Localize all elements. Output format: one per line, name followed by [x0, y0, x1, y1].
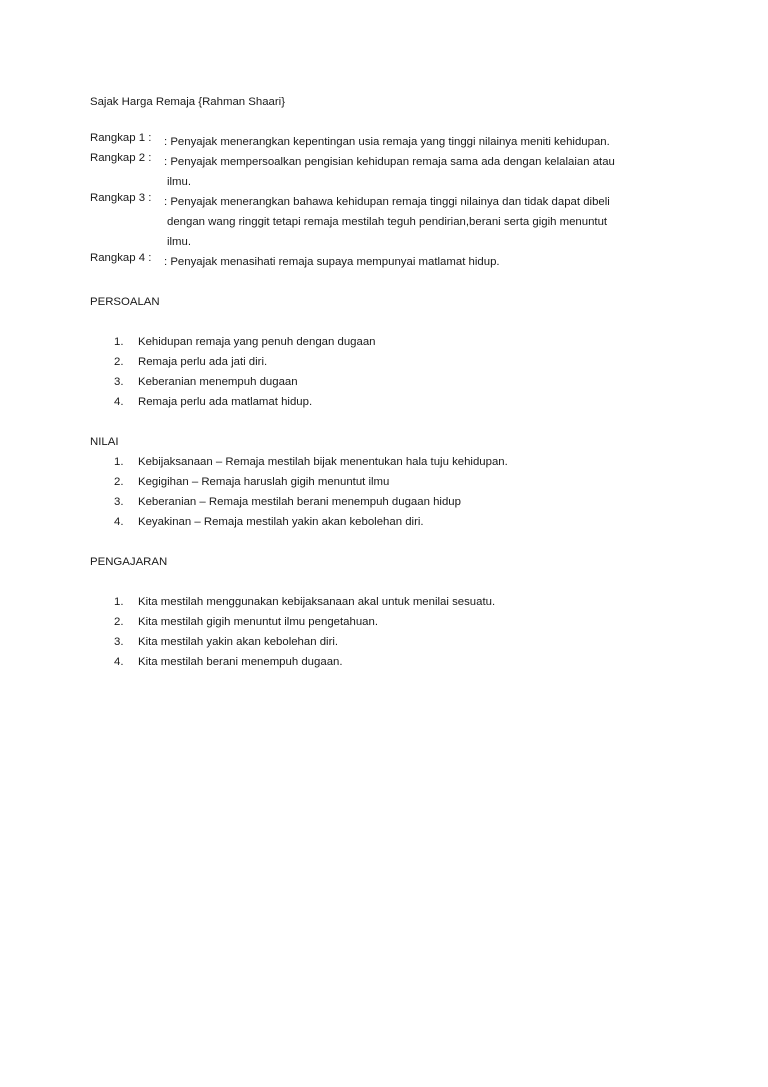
stanza-line: dengan wang ringgit tetapi remaja mestilah teguh pendirian,berani serta gigih menuntut — [167, 216, 608, 228]
list-item — [90, 332, 690, 352]
spacer — [90, 412, 690, 432]
list-item — [90, 612, 690, 632]
list-item-text: Keberanian – Remaja mestilah berani menempuh dugaan hidup — [138, 496, 461, 508]
spacer — [90, 572, 690, 592]
stanza-3 — [90, 192, 690, 252]
stanza-line: : Penyajak menerangkan kepentingan usia remaja yang tinggi nilainya meniti kehidupan. — [164, 136, 610, 148]
persoalan-heading: PERSOALAN — [90, 296, 160, 308]
stanza-1 — [90, 132, 690, 152]
spacer — [90, 112, 690, 132]
list-item — [90, 372, 690, 392]
stanza-line: : Penyajak menasihati remaja supaya mempunyai matlamat hidup. — [164, 256, 500, 268]
list-number: 4. — [114, 516, 124, 528]
list-item-text: Kita mestilah gigih menuntut ilmu pengetahuan. — [138, 616, 378, 628]
list-number: 3. — [114, 376, 124, 388]
list-number: 3. — [114, 496, 124, 508]
list-item-text: Kebijaksanaan – Remaja mestilah bijak menentukan hala tuju kehidupan. — [138, 456, 508, 468]
stanza-label: Rangkap 4 : — [90, 252, 152, 264]
nilai-list — [90, 452, 690, 532]
list-item-text: Remaja perlu ada jati diri. — [138, 356, 268, 368]
stanza-text — [164, 252, 690, 272]
list-number: 1. — [114, 596, 124, 608]
list-item — [90, 392, 690, 412]
stanza-4 — [90, 252, 690, 272]
list-number: 1. — [114, 336, 124, 348]
spacer — [90, 532, 690, 552]
spacer — [90, 272, 690, 292]
list-number: 4. — [114, 396, 124, 408]
pengajaran-list — [90, 592, 690, 672]
list-item-text: Remaja perlu ada matlamat hidup. — [138, 396, 313, 408]
list-item — [90, 492, 690, 512]
stanza-line: : Penyajak menerangkan bahawa kehidupan remaja tinggi nilainya dan tidak dapat dibeli — [164, 196, 610, 208]
list-item-text: Kegigihan – Remaja haruslah gigih menuntut ilmu — [138, 476, 390, 488]
list-number: 1. — [114, 456, 124, 468]
stanza-label: Rangkap 3 : — [90, 192, 152, 204]
stanza-line: ilmu. — [167, 236, 192, 248]
stanza-label: Rangkap 2 : — [90, 152, 152, 164]
list-item — [90, 512, 690, 532]
list-item — [90, 632, 690, 652]
list-item-text: Kita mestilah berani menempuh dugaan. — [138, 656, 343, 668]
stanza-line: ilmu. — [167, 176, 192, 188]
stanza-2 — [90, 152, 690, 192]
list-number: 4. — [114, 656, 124, 668]
list-item — [90, 452, 690, 472]
stanza-text — [164, 132, 690, 152]
list-item — [90, 352, 690, 372]
list-item-text: Kita mestilah menggunakan kebijaksanaan akal untuk menilai sesuatu. — [138, 596, 496, 608]
stanza-text — [164, 152, 690, 192]
list-item-text: Keyakinan – Remaja mestilah yakin akan kebolehan diri. — [138, 516, 424, 528]
document-page — [90, 92, 690, 672]
list-number: 3. — [114, 636, 124, 648]
list-item-text: Keberanian menempuh dugaan — [138, 376, 298, 388]
document-title: Sajak Harga Remaja {Rahman Shaari} — [90, 96, 286, 108]
stanza-text — [164, 192, 690, 252]
list-item — [90, 652, 690, 672]
list-item — [90, 592, 690, 612]
list-item — [90, 472, 690, 492]
persoalan-list — [90, 332, 690, 412]
spacer — [90, 312, 690, 332]
list-number: 2. — [114, 356, 124, 368]
nilai-heading: NILAI — [90, 436, 119, 448]
pengajaran-heading: PENGAJARAN — [90, 556, 168, 568]
stanza-line: : Penyajak mempersoalkan pengisian kehidupan remaja sama ada dengan kelalaian atau — [164, 156, 615, 168]
list-item-text: Kita mestilah yakin akan kebolehan diri. — [138, 636, 339, 648]
list-number: 2. — [114, 616, 124, 628]
list-item-text: Kehidupan remaja yang penuh dengan dugaan — [138, 336, 376, 348]
list-number: 2. — [114, 476, 124, 488]
stanza-label: Rangkap 1 : — [90, 132, 152, 144]
